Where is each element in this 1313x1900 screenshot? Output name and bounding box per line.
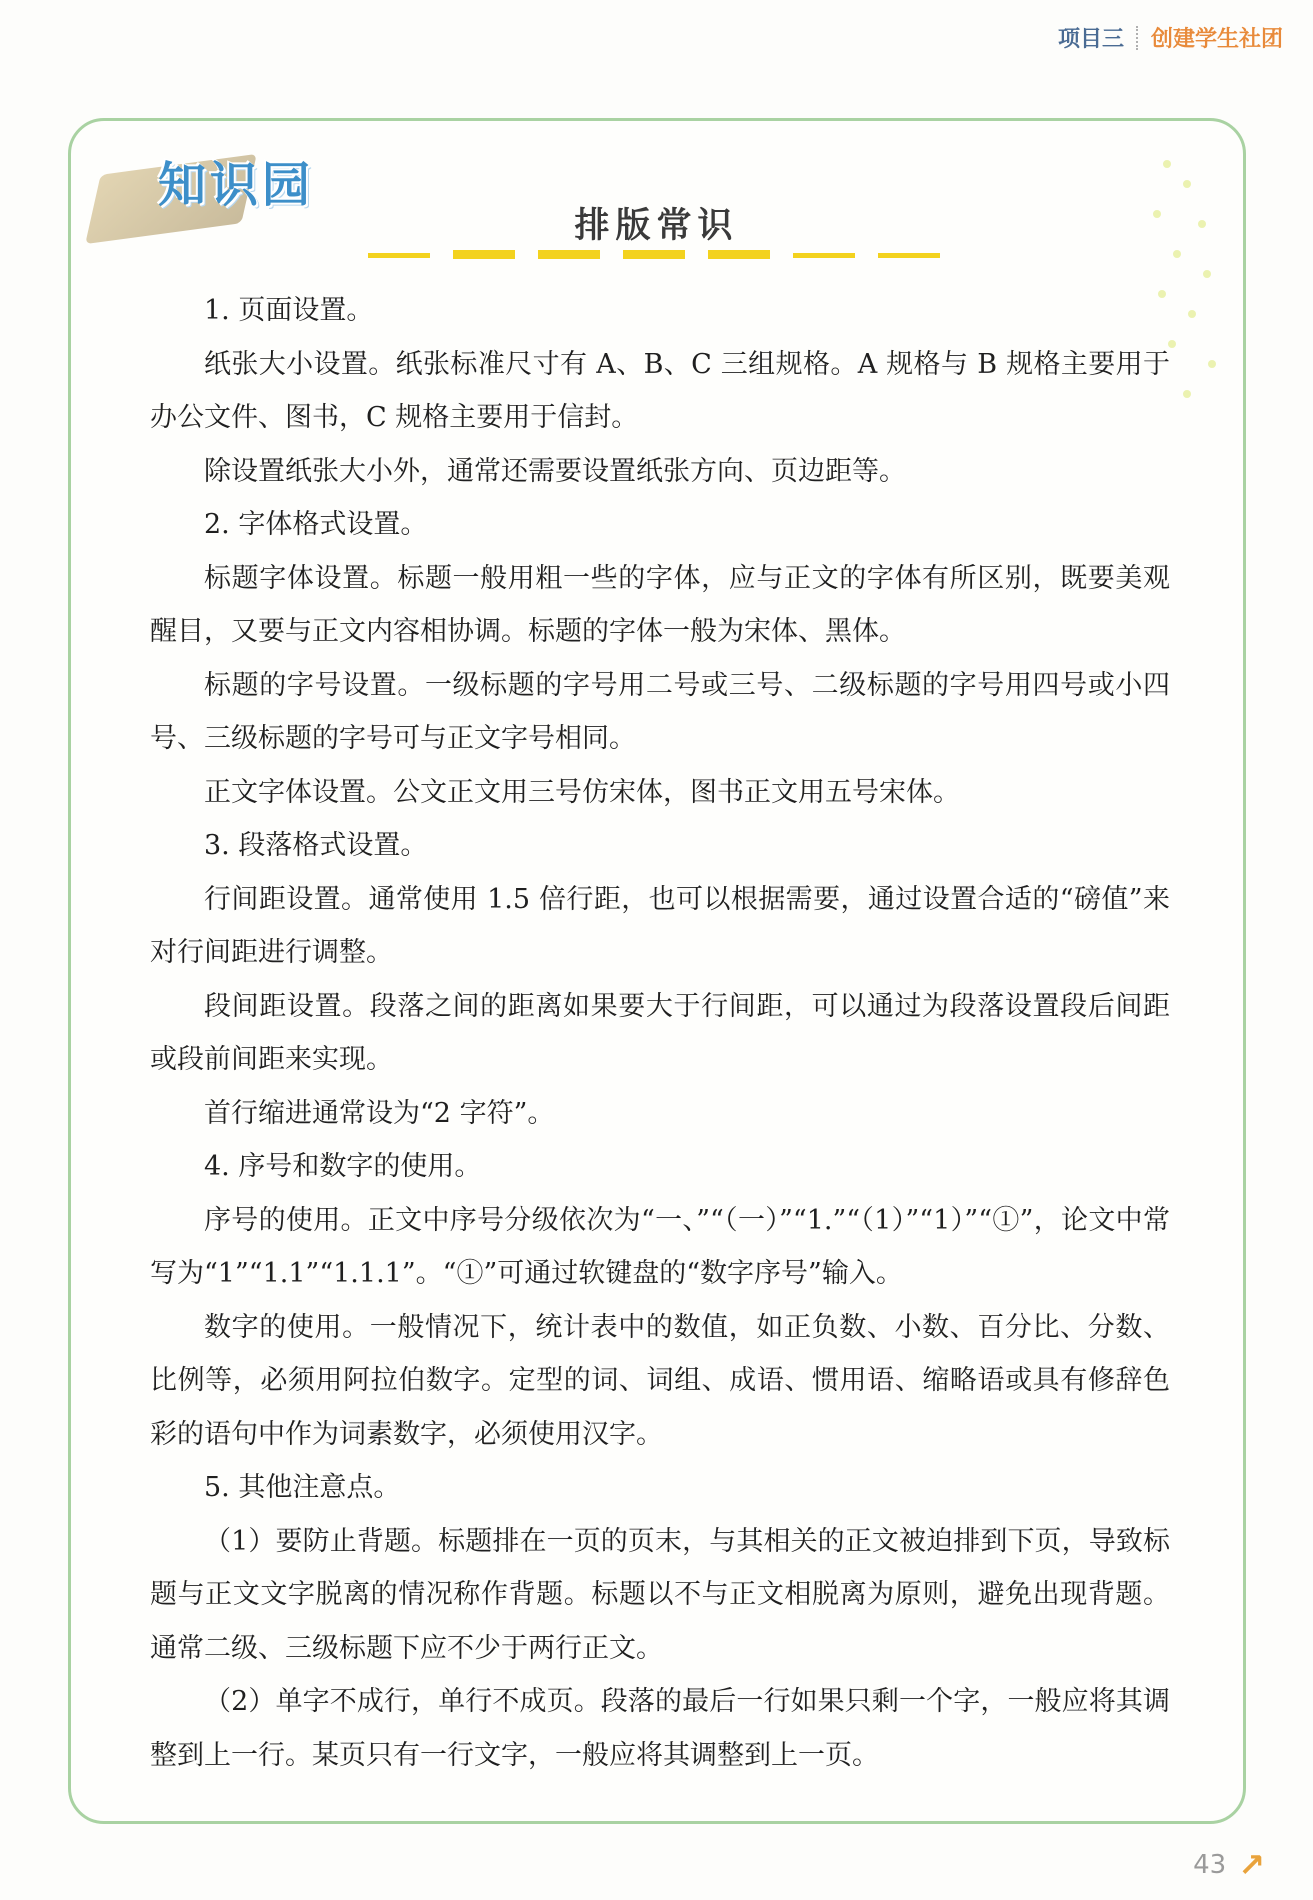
page-number: 43: [1193, 1850, 1227, 1880]
page-footer: [1193, 1846, 1265, 1884]
title-underline: [368, 250, 948, 262]
swoosh-arrow-icon: ↗: [1238, 1846, 1265, 1884]
paragraph: 段间距设置。段落之间的距离如果要大于行间距，可以通过为段落设置段后间距或段前间距来实现。: [150, 990, 1170, 1075]
body-text: [150, 284, 1170, 1782]
paragraph: 除设置纸张大小外，通常还需要设置纸张方向、页边距等。: [204, 455, 906, 487]
paragraph: 首行缩进通常设为“2 字符”。: [204, 1097, 555, 1129]
paragraph: 序号的使用。正文中序号分级依次为“一、”“（一）”“1.”“（1）”“1）”“①”，论文中常写为“1”“1.1”“1.1.1”。“①”可通过软键盘的“数字序号”输入。: [150, 1204, 1170, 1289]
page-title: 排版常识: [574, 206, 739, 246]
paragraph: 3. 段落格式设置。: [204, 830, 428, 861]
paragraph: 数字的使用。一般情况下，统计表中的数值，如正负数、小数、百分比、分数、比例等，必须用阿拉伯数字。定型的词、词组、成语、惯用语、缩略语或具有修辞色彩的语句中作为词素数字，必须使用汉字。: [150, 1311, 1170, 1450]
header-divider: [1136, 26, 1139, 50]
running-header: [1058, 22, 1283, 53]
paragraph: 标题的字号设置。一级标题的字号用二号或三号、二级标题的字号用四号或小四号、三级标题的字号可与正文字号相同。: [150, 669, 1170, 754]
paragraph: 4. 序号和数字的使用。: [204, 1151, 482, 1182]
paragraph: （1）要防止背题。标题排在一页的页末，与其相关的正文被迫排到下页，导致标题与正文文字脱离的情况称作背题。标题以不与正文相脱离为原则，避免出现背题。通常二级、三级标题下应不少于两行正文。: [150, 1525, 1170, 1664]
section-label: 创建学生社团: [1150, 27, 1283, 52]
paragraph: 标题字体设置。标题一般用粗一些的字体，应与正文的字体有所区别，既要美观醒目，又要与正文内容相协调。标题的字体一般为宋体、黑体。: [150, 562, 1170, 647]
paragraph: 正文字体设置。公文正文用三号仿宋体，图书正文用五号宋体。: [204, 776, 960, 808]
paragraph: （2）单字不成行，单行不成页。段落的最后一行如果只剩一个字，一般应将其调整到上一行。某页只有一行文字，一般应将其调整到上一页。: [150, 1686, 1170, 1771]
paragraph: 纸张大小设置。纸张标准尺寸有 A、B、C 三组规格。A 规格与 B 规格主要用于办公文件、图书，C 规格主要用于信封。: [150, 348, 1170, 433]
badge-label: 知识园: [158, 157, 315, 213]
paragraph: 2. 字体格式设置。: [204, 509, 428, 540]
paragraph: 1. 页面设置。: [204, 295, 374, 326]
paragraph: 行间距设置。通常使用 1.5 倍行距，也可以根据需要，通过设置合适的“磅值”来对行间距进行调整。: [150, 883, 1170, 968]
paragraph: 5. 其他注意点。: [204, 1472, 401, 1503]
chapter-label: 项目三: [1057, 27, 1124, 52]
